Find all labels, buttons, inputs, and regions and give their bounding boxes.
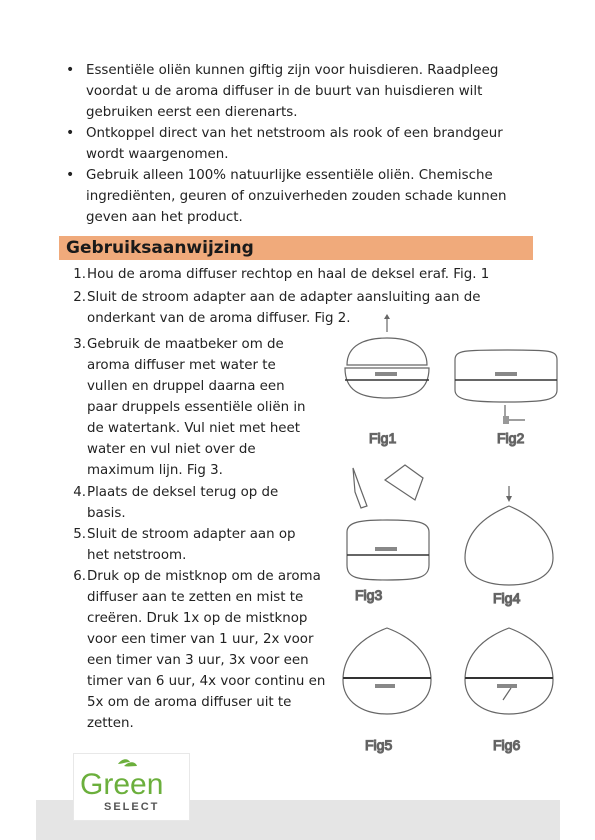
figure-3 (347, 465, 429, 603)
text-line: Hou de aroma diffuser rechtop en haal de deksel eraf. Fig. 1 (87, 267, 490, 282)
text-line: water en vul niet over de (87, 442, 256, 457)
text-line: Essentiële oliën kunnen giftig zijn voor huisdieren. Raadpleeg (86, 63, 499, 78)
warning-item (62, 165, 532, 228)
text-line: timer van 6 uur, 4x voor continu en (87, 674, 326, 689)
text-line: vullen en druppel daarna een (87, 379, 285, 394)
text-line: creëren. Druk 1x op de mistknop (87, 611, 308, 626)
text-line: diffuser aan te zetten en mist te (87, 590, 304, 605)
step-number: 4. (73, 485, 86, 500)
text-line: aroma diffuser met water te (87, 358, 276, 373)
figure-4 (465, 486, 553, 606)
text-line: paar druppels essentiële oliën in (87, 400, 306, 415)
text-line: ingrediënten, geuren of onzuiverheden zouden schade kunnen (86, 189, 507, 204)
warning-list (62, 60, 532, 228)
logo-mark (74, 754, 189, 820)
figure-1 (345, 314, 429, 446)
step-number: 6. (73, 569, 86, 584)
text-line: maximum lijn. Fig 3. (87, 463, 223, 478)
step-number: 2. (73, 290, 86, 305)
text-line: de watertank. Vul niet met heet (87, 421, 301, 436)
figure-2 (455, 350, 557, 446)
figure-5 (343, 628, 431, 753)
figure-6 (465, 628, 553, 753)
logo-word-green: Green (80, 768, 164, 801)
text-line: onderkant van de aroma diffuser. Fig 2. (87, 311, 351, 326)
text-line: Gebruik de maatbeker om de (87, 337, 284, 352)
text-line: wordt waargenomen. (86, 147, 229, 162)
figure-label: Fig4 (493, 590, 521, 606)
warning-item (62, 123, 532, 165)
text-line: zetten. (87, 716, 134, 731)
step-number: 1. (73, 267, 86, 282)
text-line: 5x om de aroma diffuser uit te (87, 695, 292, 710)
diffuser-figures (325, 310, 565, 760)
text-line: gebruiken eerst een dierenarts. (86, 105, 298, 120)
text-line: geven aan het product. (86, 210, 243, 225)
green-select-logo (74, 754, 189, 820)
step-number: 5. (73, 527, 86, 542)
text-line: voordat u de aroma diffuser in de buurt van huisdieren wilt (86, 84, 483, 99)
text-line: het netstroom. (87, 548, 187, 563)
section-heading: Gebruiksaanwijzing (66, 238, 254, 258)
text-line: Sluit de stroom adapter aan de adapter aansluiting aan de (87, 290, 481, 305)
warning-item (62, 60, 532, 123)
section-heading-bar (59, 236, 533, 260)
text-line: Gebruik alleen 100% natuurlijke essentiële oliën. Chemische (86, 168, 493, 183)
text-line: Ontkoppel direct van het netstroom als rook of een brandgeur (86, 126, 503, 141)
figure-label: Fig2 (497, 430, 525, 446)
text-line: Druk op de mistknop om de aroma (87, 569, 321, 584)
figure-label: Fig5 (365, 737, 393, 753)
text-line: voor een timer van 1 uur, 2x voor (87, 632, 314, 647)
figure-label: Fig3 (355, 587, 383, 603)
figure-label: Fig1 (369, 430, 397, 446)
figure-label: Fig6 (493, 737, 521, 753)
text-line: basis. (87, 506, 126, 521)
step-number: 3. (73, 337, 86, 352)
logo-word-select: SELECT (104, 801, 160, 813)
text-line: een timer van 3 uur, 3x voor een (87, 653, 309, 668)
text-line: Plaats de deksel terug op de (87, 485, 279, 500)
text-line: Sluit de stroom adapter aan op (87, 527, 296, 542)
